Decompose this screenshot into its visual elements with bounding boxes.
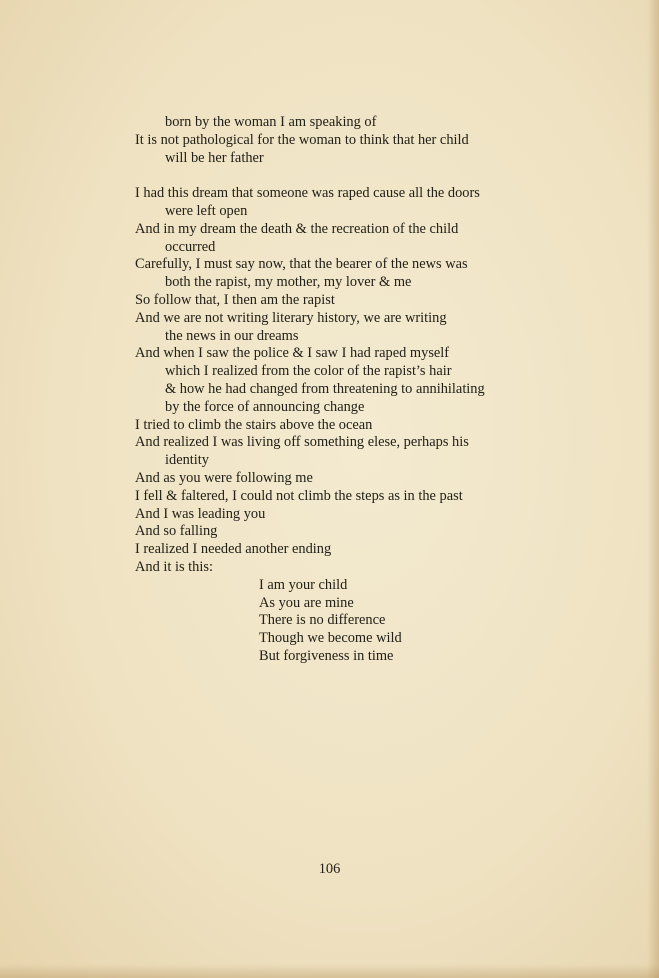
poem-line: And we are not writing literary history, we are writing [135,309,447,326]
poem-line: Though we become wild [259,630,402,647]
poem-line: And in my dream the death & the recreation of the child [135,220,459,237]
poem-line: And realized I was living off something elese, perhaps his [135,434,469,451]
poem-line: Carefully, I must say now, that the bearer of the news was [135,256,468,273]
page-edge-shadow-bottom [0,964,659,978]
poem-line: I am your child [259,576,348,593]
page-edge-shadow-right [647,0,659,978]
poem-line: I fell & faltered, I could not climb the steps as in the past [135,487,463,504]
poem-line: occurred [165,238,216,255]
poem-line: I realized I needed another ending [135,541,332,558]
page-number: 106 [318,861,341,877]
poem-line: And so falling [135,523,218,540]
poem-line: And I was leading you [135,505,266,522]
poem-line: which I realized from the color of the rapist’s hair [165,363,452,380]
poem-line: And when I saw the police & I saw I had raped myself [135,345,450,362]
poem-line: by the force of announcing change [165,398,365,415]
poem-line: were left open [165,202,248,219]
poem-line: There is no difference [259,612,386,629]
poem-line: But forgiveness in time [259,647,394,664]
poem-line: And it is this: [135,558,213,575]
poem-line: will be her father [165,149,264,166]
poem-line: the news in our dreams [165,327,299,344]
stanza-break [135,167,535,185]
poem-line: As you are mine [259,594,354,611]
poem-line: I had this dream that someone was raped cause all the doors [135,185,480,202]
poem-line: & how he had changed from threatening to annihilating [165,380,485,397]
poem-line: And as you were following me [135,469,313,486]
poem-line: born by the woman I am speaking of [165,114,377,130]
poem-line: identity [165,452,209,469]
poem-text [135,114,535,666]
poem-line: So follow that, I then am the rapist [135,291,335,308]
poem-line: both the rapist, my mother, my lover & me [165,274,412,291]
poem-line: I tried to climb the stairs above the ocean [135,416,373,433]
poem-line: It is not pathological for the woman to think that her child [135,131,469,148]
